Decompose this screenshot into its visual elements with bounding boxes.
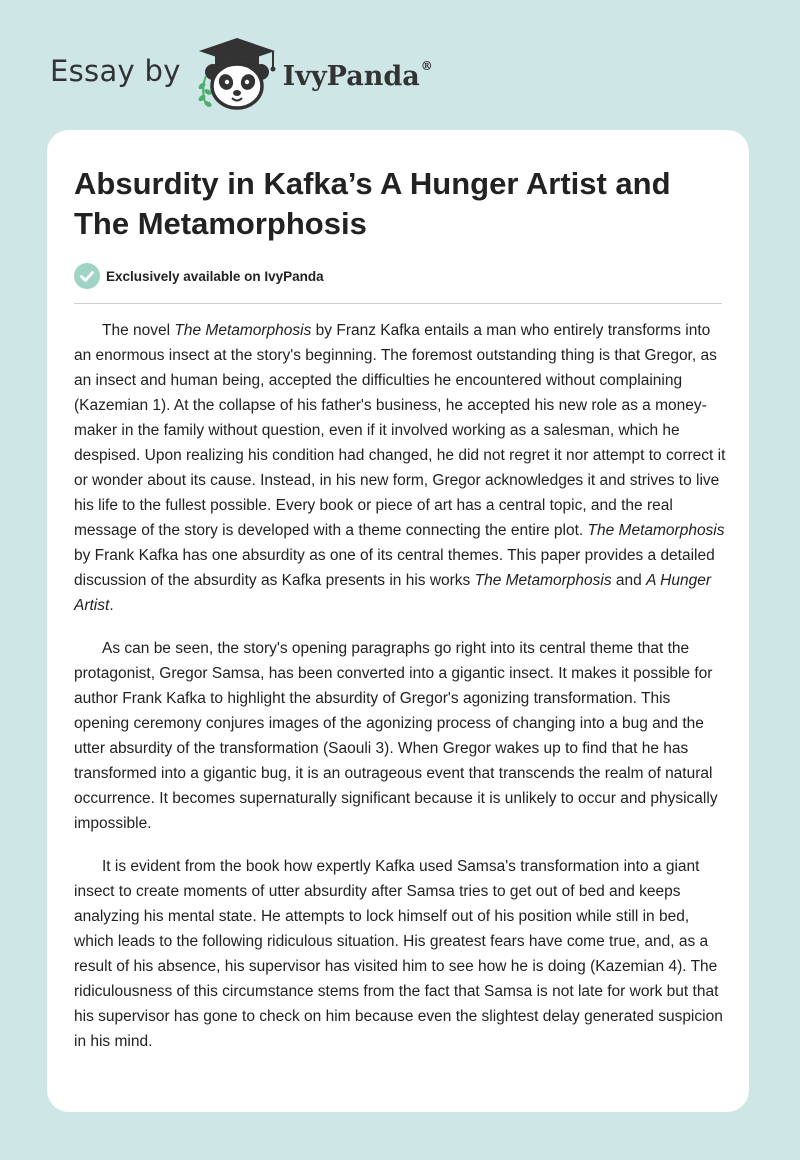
essay-card: [47, 130, 749, 1112]
paragraph-text: The novel: [102, 322, 175, 339]
essay-title: Absurdity in Kafka’s A Hunger Artist and The Metamorphosis: [74, 166, 671, 241]
essay-paragraph: [74, 318, 726, 618]
paragraph-text: and: [611, 572, 647, 589]
paragraph-text: by Franz Kafka entails a man who entirely transforms into an enormous insect at the story's beginning. The foremost outstanding thing is that Gregor, as an insect and human being, accepted the difficulties he encountered without complaining (Kazemian 1). At the collapse of his father's business, he accepted his new role as a money-maker in the family without question, even if it involved working as a salesman, which he despised. Upon realizing his condition had changed, he did not regret it nor attempt to correct it or wonder about its cause. Instead, in his new form, Gregor acknowledges it and strives to live his life to the fullest possible. Every book or piece of art has a central topic, and the real message of the story is developed with a theme connecting the entire plot.: [74, 322, 726, 539]
italic-title-text: The Metamorphosis: [174, 322, 312, 339]
brand-prefix: Essay by: [50, 54, 181, 88]
panda-logo-icon: [193, 36, 281, 112]
exclusive-badge-text: Exclusively available on IvyPanda: [106, 268, 324, 284]
check-circle-icon: [74, 263, 100, 289]
italic-title-text: The Metamorphosis: [474, 572, 612, 589]
paragraph-text: As can be seen, the story's opening paragraphs go right into its central theme that the protagonist, Gregor Samsa, has been converted into a gigantic insect. It makes it possible for author Frank Kafka to highlight the absurdity of Gregor's agonizing transformation. This opening ceremony conjures images of the agonizing process of changing into a bug and the utter absurdity of the transformation (Saouli 3). When Gregor wakes up to find that he has transformed into a gigantic bug, it is an outrageous event that transcends the realm of natural occurrence. It becomes supernaturally significant because it is unlikely to occur and physically impossible.: [74, 640, 718, 832]
brand-name: IvyPanda®: [282, 58, 433, 92]
paragraph-text: It is evident from the book how expertly Kafka used Samsa's transformation into a giant insect to create moments of utter absurdity after Samsa tries to get out of bed and keeps analyzing his mental state. He attempts to lock himself out of his position while still in bed, which leads to the following ridiculous situation. His greatest fears have come true, and, as a result of his absence, his supervisor has visited him to see how he is doing (Kazemian 4). The ridiculousness of this circumstance stems from the fact that Samsa is not late for work but that his supervisor has gone to check on him because even the slightest delay generated suspicion in his mind.: [74, 858, 723, 1050]
essay-paragraph: [74, 636, 726, 836]
paragraph-text: .: [109, 597, 114, 614]
exclusive-badge: [74, 263, 324, 289]
italic-title-text: A Hunger Artist: [74, 572, 711, 614]
trademark-symbol: ®: [420, 58, 433, 73]
essay-paragraph: [74, 854, 726, 1054]
italic-title-text: The Metamorphosis: [587, 522, 725, 539]
brand-header[interactable]: [50, 36, 433, 112]
essay-body: [74, 318, 726, 1072]
paragraph-text: by Frank Kafka has one absurdity as one of its central themes. This paper provides a detailed discussion of the absurdity as Kafka presents in his works: [74, 547, 715, 589]
divider: [74, 303, 722, 304]
